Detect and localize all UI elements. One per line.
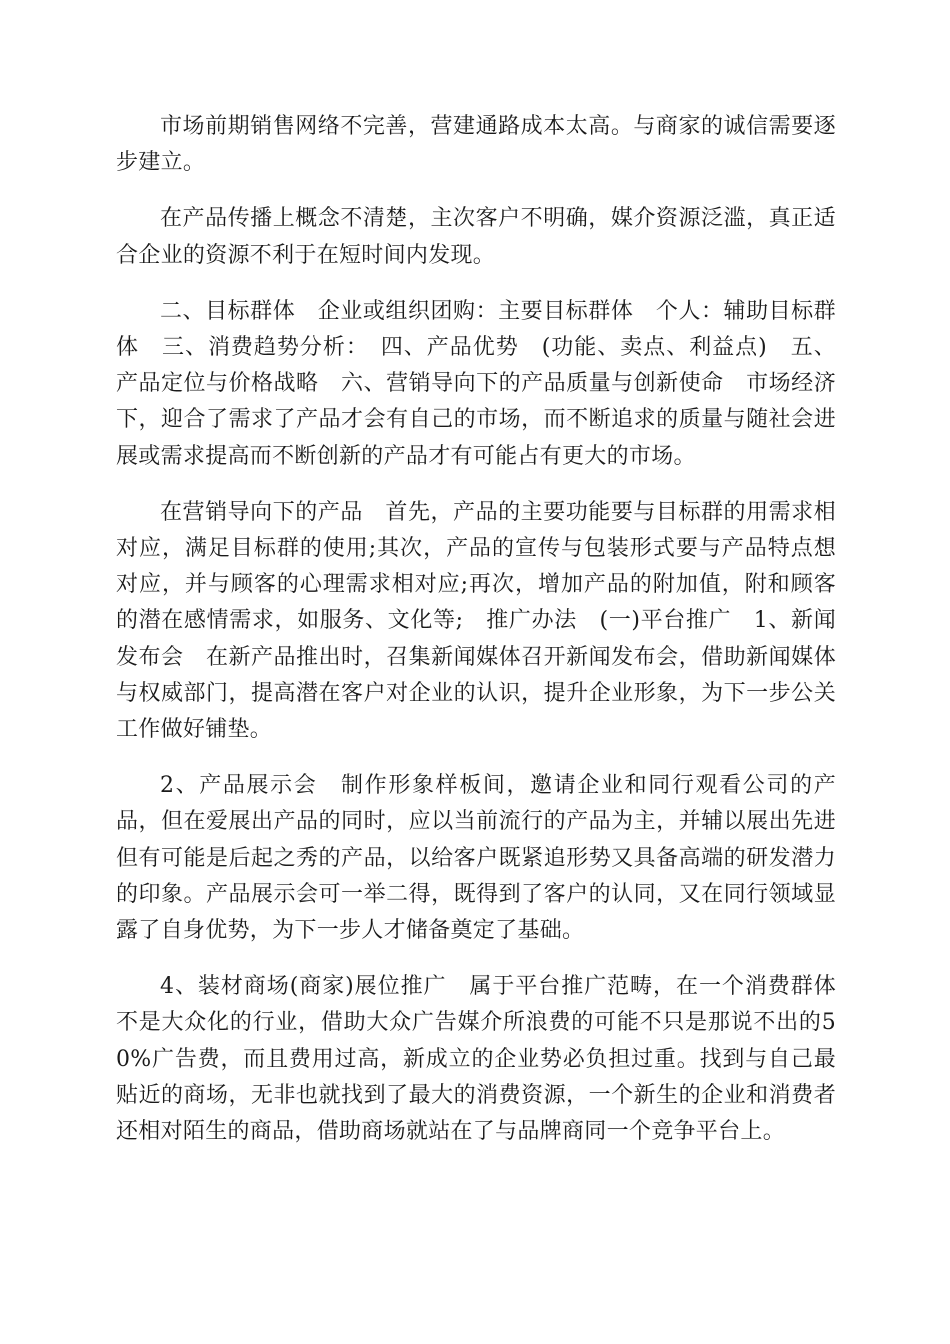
paragraph-3: 二、目标群体 企业或组织团购：主要目标群体 个人：辅助目标群体 三、消费趋势分析： 四、产品优势 (功能、卖点、利益点) 五、产品定位与价格战略 六、营销导向下的产品质量与创新使命 市场经济下，迎合了需求了产品才会有自己的市场，而不断追求的质量与随社会进展或需求提高而不断创新的产品才有可能占有更大的市场。	[116, 298, 836, 469]
paragraph-1: 市场前期销售网络不完善，营建通路成本太高。与商家的诚信需要逐步建立。	[116, 114, 836, 176]
paragraph-5: 2、产品展示会 制作形象样板间，邀请企业和同行观看公司的产品，但在爱展出产品的同时，应以当前流行的产品为主，并辅以展出先进但有可能是后起之秀的产品，以给客户既紧追形势又具备高端的研发潜力的印象。产品展示会可一举二得，既得到了客户的认同，又在同行领域显露了自身优势，为下一步人才储备奠定了基础。	[116, 773, 836, 944]
document-body	[116, 109, 836, 1170]
paragraph-6: 4、装材商场(商家)展位推广 属于平台推广范畴，在一个消费群体不是大众化的行业，借助大众广告媒介所浪费的可能不只是那说不出的50%广告费，而且费用过高，新成立的企业势必负担过重。找到与自己最贴近的商场，无非也就找到了最大的消费资源，一个新生的企业和消费者还相对陌生的商品，借助商场就站在了与品牌商同一个竞争平台上。	[116, 974, 836, 1145]
paragraph-2: 在产品传播上概念不清楚，主次客户不明确，媒介资源泛滥，真正适合企业的资源不利于在短时间内发现。	[116, 206, 836, 268]
paragraph-4: 在营销导向下的产品 首先，产品的主要功能要与目标群的用需求相对应，满足目标群的使用;其次，产品的宣传与包装形式要与产品特点想对应，并与顾客的心理需求相对应;再次，增加产品的附加值，附和顾客的潜在感情需求，如服务、文化等; 推广办法 (一)平台推广 1、新闻发布会 在新产品推出时，召集新闻媒体召开新闻发布会，借助新闻媒体与权威部门，提高潜在客户对企业的认识，提升企业形象，为下一步公关工作做好铺垫。	[116, 499, 836, 743]
